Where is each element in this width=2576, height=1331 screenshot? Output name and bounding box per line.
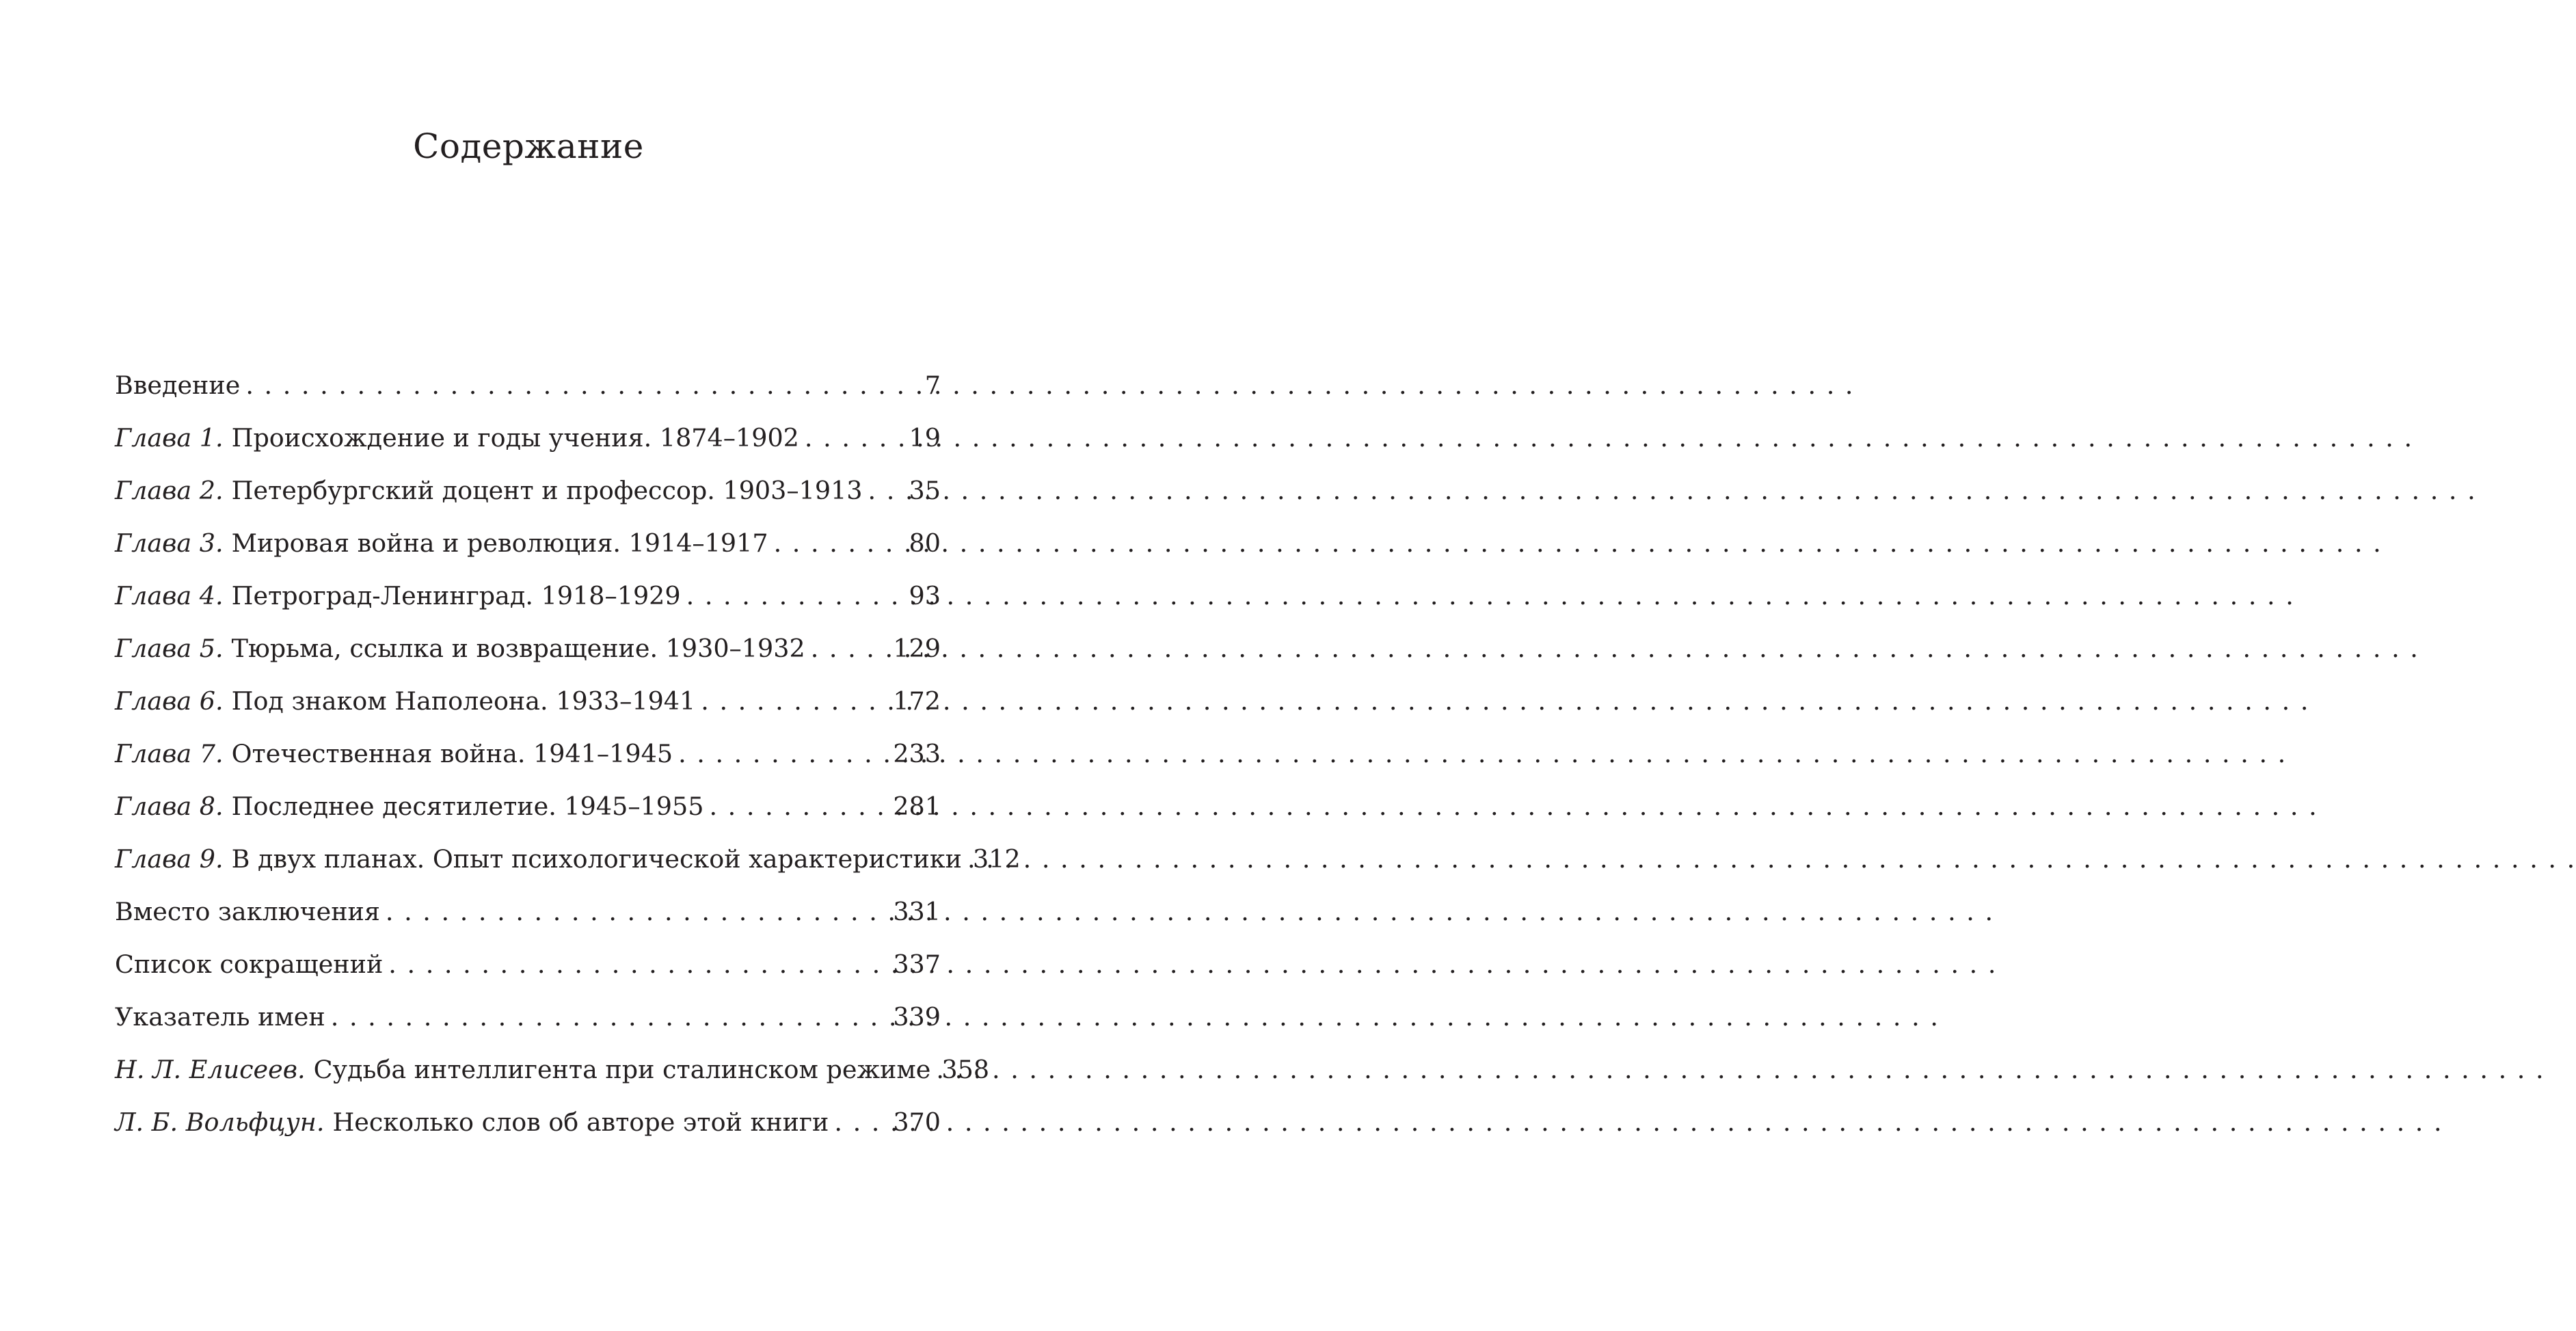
dot-leader [868,473,896,509]
toc-entry-chapter-8[interactable] [115,789,941,842]
toc-entry-chapter-1[interactable] [115,420,941,473]
toc-entry-label: Глава 3. [115,528,224,558]
page-title: Содержание [413,126,644,166]
toc-entry-page: 93 [909,581,941,610]
toc-entry-title: Указатель имен [115,1002,325,1032]
toc-entry-page: 7 [924,371,941,400]
dot-leader [386,894,887,930]
toc-entry-chapter-6[interactable] [115,684,941,736]
toc-entry-title: Петербургский доцент и профессор. 1903–1913 [231,476,863,505]
toc-entry-page: 358 [941,1055,990,1084]
toc-entry-label: Глава 9. [115,844,224,874]
toc-entry-page: 370 [893,1107,941,1137]
toc-entry-chapter-9[interactable] [115,842,1021,894]
toc-entry-page: 233 [893,739,941,768]
toc-entry-chapter-5[interactable] [115,631,941,684]
table-of-contents [115,368,1021,1157]
toc-entry-volftsun-essay[interactable] [115,1105,941,1157]
toc-entry-name-index[interactable] [115,999,941,1052]
toc-entry-page: 172 [893,686,941,716]
toc-entry-label: Глава 2. [115,476,224,505]
toc-entry-title: Мировая война и революция. 1914–1917 [231,528,768,558]
toc-entry-chapter-3[interactable] [115,526,941,578]
toc-entry-introduction[interactable] [115,368,941,420]
dot-leader [686,578,896,614]
toc-entry-label: Глава 7. [115,739,224,768]
toc-entry-title: Вместо заключения [115,897,380,926]
toc-entry-page: 339 [893,1002,941,1032]
toc-entry-chapter-4[interactable] [115,578,941,631]
toc-entry-eliseev-essay[interactable] [115,1052,990,1105]
toc-entry-chapter-2[interactable] [115,473,941,526]
toc-entry-title: Петроград-Ленинград. 1918–1929 [231,581,681,610]
dot-leader [678,736,887,772]
toc-entry-conclusion[interactable] [115,894,941,947]
dot-leader [805,420,896,456]
toc-entry-label: Глава 4. [115,581,224,610]
toc-entry-abbreviations[interactable] [115,947,941,999]
toc-entry-page: 312 [973,844,1021,874]
dot-leader [701,684,887,719]
dot-leader [245,368,896,403]
toc-entry-author: Н. Л. Елисеев. [115,1055,306,1084]
toc-entry-author: Л. Б. Вольфцун. [115,1107,325,1137]
toc-entry-chapter-7[interactable] [115,736,941,789]
toc-entry-title: Последнее десятилетие. 1945–1955 [231,792,704,821]
toc-entry-page: 281 [893,792,941,821]
toc-entry-title: Происхождение и годы учения. 1874–1902 [231,423,799,453]
toc-entry-label: Глава 1. [115,423,224,453]
toc-entry-page: 337 [893,950,941,979]
toc-entry-page: 80 [909,528,941,558]
toc-entry-title: Список сокращений [115,950,384,979]
toc-entry-label: Глава 8. [115,792,224,821]
toc-entry-title: Отечественная война. 1941–1945 [231,739,673,768]
toc-entry-title: Тюрьма, ссылка и возвращение. 1930–1932 [231,634,805,663]
toc-entry-title: В двух планах. Опыт психологической характеристики [231,844,963,874]
toc-entry-title: Несколько слов об авторе этой книги [332,1107,829,1137]
toc-entry-label: Глава 5. [115,634,224,663]
toc-entry-page: 331 [893,897,941,926]
toc-entry-page: 19 [909,423,941,453]
toc-entry-page: 35 [909,476,941,505]
dot-leader [388,947,887,982]
toc-entry-title: Судьба интеллигента при сталинском режиме [313,1055,931,1084]
toc-entry-label: Глава 6. [115,686,224,716]
dot-leader [834,1105,887,1140]
toc-entry-title: Под знаком Наполеона. 1933–1941 [231,686,696,716]
dot-leader [331,999,888,1035]
dot-leader [709,789,887,824]
toc-entry-page: 129 [893,634,941,663]
toc-entry-title: Введение [115,371,241,400]
dot-leader [811,631,888,667]
dot-leader [774,526,896,561]
